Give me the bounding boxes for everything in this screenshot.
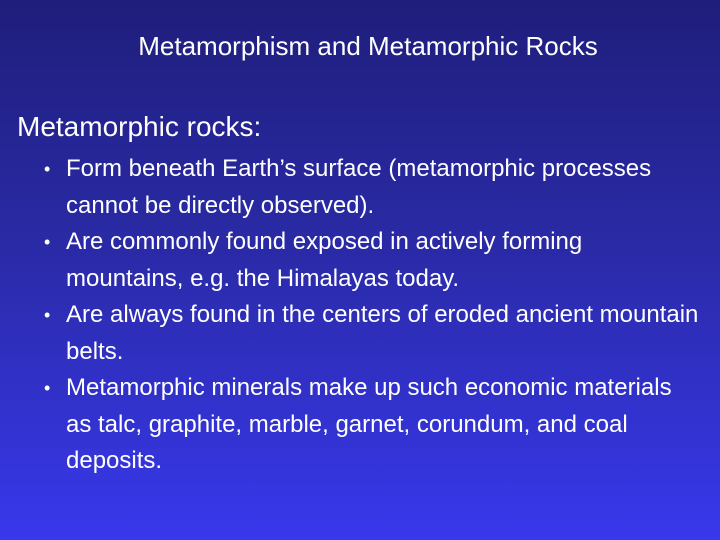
bullet-dot-icon: •: [44, 232, 51, 252]
bullet-text: Are always found in the centers of eroded ancient mountain belts.: [66, 301, 699, 365]
slide-title: Metamorphism and Metamorphic Rocks: [138, 31, 598, 61]
bullet-text: Are commonly found exposed in actively forming mountains, e.g. the Himalayas today.: [66, 228, 583, 292]
bullet-text: Metamorphic minerals make up such economic materials as talc, graphite, marble, garnet, corundum, and coal deposits.: [66, 374, 672, 474]
bullet-item: [0, 370, 700, 480]
bullet-text: Form beneath Earth’s surface (metamorphic processes cannot be directly observed).: [66, 155, 652, 219]
bullet-dot-icon: •: [44, 378, 51, 398]
bullet-list: [0, 151, 700, 480]
section-heading: Metamorphic rocks:: [17, 111, 262, 142]
bullet-item: [0, 224, 700, 297]
bullet-dot-icon: •: [44, 305, 51, 325]
bullet-dot-icon: •: [44, 159, 51, 179]
bullet-item: [0, 151, 700, 224]
bullet-item: [0, 297, 700, 370]
